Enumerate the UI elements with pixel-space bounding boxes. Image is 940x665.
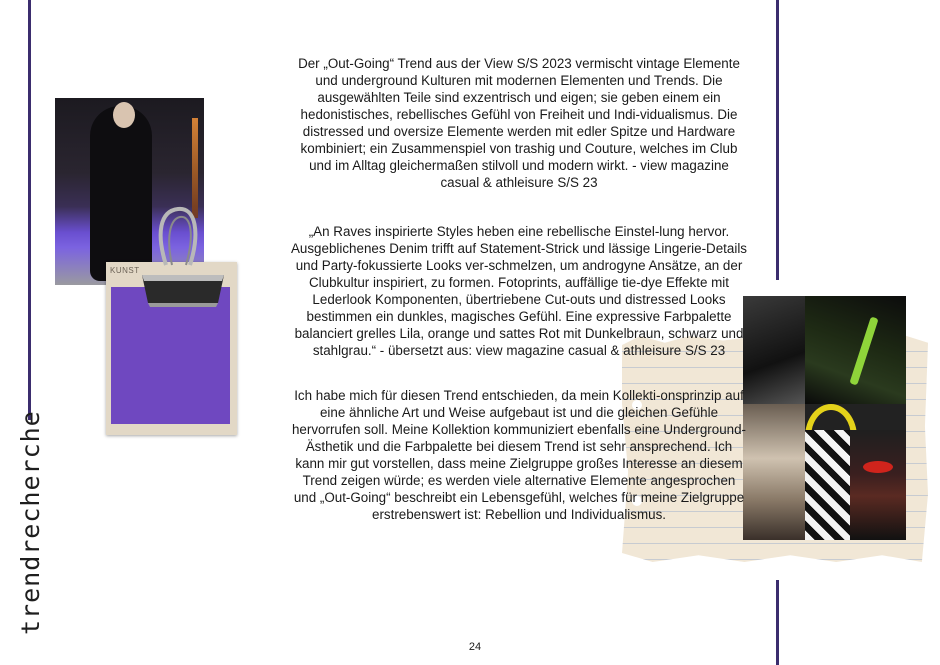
paragraph-trend-summary: Der „Out-Going“ Trend aus der View S/S 2023 vermischt vintage Elemente und underground Kulturen mit modernen Elementen und Trends. Die ausgewählten Teile sind exzentrisch und eigen; sie geben einem ein hedonistisches, rebellisches Gefühl von Freiheit und Indi-vidualismus. Die distressed und oversize Elemente werden mit edler Spitze und Hardware kombiniert; ein Zusammenspiel von trashig und Couture, welches im Club und im Alltag gleichermaßen stilvoll und modern wirkt. - view magazine casual & athleisure S/S 23: [298, 56, 740, 190]
zebra-pattern: [805, 430, 850, 540]
text-column: [290, 55, 748, 523]
collage-tile: [805, 296, 906, 404]
red-lips-accent: [863, 461, 893, 473]
model-head: [113, 102, 135, 128]
collage-tile: [743, 296, 805, 404]
paragraph-quote: „An Raves inspirierte Styles heben eine rebellische Einstel-lung hervor. Ausgeblichenes Denim trifft auf Statement-Strick und lässige Lingerie-Details und Party-fokussierte Looks ver-schmelzen, um androgyne Ansätze, an der Clubkultur inspiriert, zu formen. Fotoprints, auffällige tie-dye Effekte mit Lederlook Komponenten, übertriebene Cut-outs und distressed Looks bestimmen ein dunkles, magisches Gefühl. Eine expressive Farbpalette balanciert grelles Lila, orange und sattes Rot mit Dunkelbraun, schwarz und stahlgrau.“ - übersetzt aus: view magazine casual & athleisure S/S 23: [290, 224, 747, 358]
side-label: trendrecherche: [16, 410, 45, 635]
collage-tile: [743, 404, 805, 540]
card-label: KUNST: [110, 266, 140, 275]
top-right-rule: [776, 0, 779, 280]
left-rule-top: [28, 0, 31, 420]
binder-clip-icon: [138, 203, 228, 313]
moodboard-collage: [743, 296, 906, 540]
bottom-right-rule: [776, 580, 779, 665]
collage-portrait: [850, 430, 906, 540]
neon-accent: [849, 316, 878, 385]
paragraph-reasoning: Ich habe mich für diesen Trend entschieden, da mein Kollekti-onsprinzip auf eine ähnliche Art und Weise aufgebaut ist und die gleichen Gefühle hervorrufen soll. Meine Kollektion kommuniziert ebenfalls eine Underground-Ästhetik und die Farbpalette bei diesem Trend ist sehr ansprechend. Ich kann mir gut vorstellen, dass meine Zielgruppe großes Interesse an diesem Trend zeigen würde; es werden viele alternative Elemente angesprochen und „Out-Going“ beschreibt ein Lebensgefühl, welches für meine Zielgruppe erstrebenswert ist: Rebellion und Individualismus.: [291, 388, 747, 522]
page-number: 24: [468, 641, 482, 653]
